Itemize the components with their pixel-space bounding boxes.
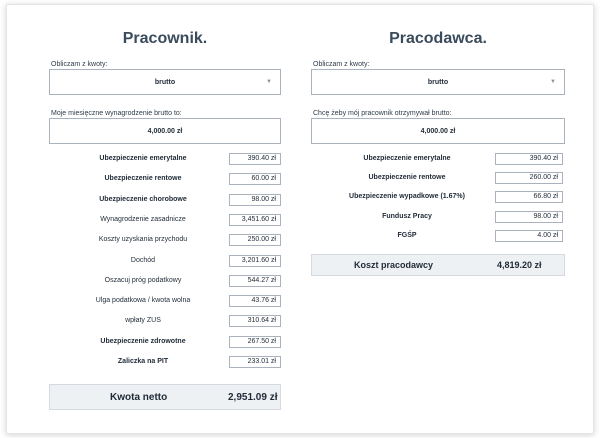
breakdown-row-label: Ubezpieczenie emerytalne <box>99 155 187 162</box>
employee-calc-select[interactable] <box>49 69 281 95</box>
calculator-card <box>6 4 594 434</box>
breakdown-row-label: Ubezpieczenie chorobowe <box>99 195 187 203</box>
breakdown-row <box>311 230 565 242</box>
breakdown-row-value[interactable]: 98.00 zł <box>229 194 281 206</box>
breakdown-row-value[interactable]: 233.01 zł <box>229 356 281 368</box>
breakdown-row-value[interactable]: 544.27 zł <box>229 275 281 287</box>
net-amount-bar <box>49 384 281 410</box>
chevron-down-icon: ▼ <box>550 79 556 85</box>
breakdown-row <box>49 336 281 348</box>
breakdown-row-value[interactable]: 390.40 zł <box>495 153 563 165</box>
breakdown-row-label: Zaliczka na PIT <box>117 358 169 365</box>
breakdown-row-value[interactable]: 43.76 zł <box>229 295 281 307</box>
breakdown-row <box>49 173 281 185</box>
breakdown-row <box>49 234 281 246</box>
breakdown-row-value[interactable]: 267.50 zł <box>229 336 281 348</box>
breakdown-row-value[interactable]: 390.40 zł <box>229 153 281 165</box>
employee-amount-label: Moje miesięczne wynagrodzenie brutto to: <box>51 110 182 117</box>
breakdown-row-value[interactable]: 60.00 zł <box>229 173 281 185</box>
breakdown-row <box>49 255 281 267</box>
employer-title: Pracodawca. <box>389 30 487 47</box>
breakdown-row <box>49 194 281 206</box>
employer-amount-label: Chcę żeby mój pracownik otrzymywał brutto: <box>313 110 452 117</box>
employer-cost-bar <box>311 254 565 276</box>
breakdown-row <box>49 295 281 307</box>
net-amount-label: Kwota netto <box>110 391 168 403</box>
breakdown-row-label: FGŚP <box>397 231 417 239</box>
employee-amount-input[interactable]: 4,000.00 zł <box>49 118 281 144</box>
breakdown-row-label: Ubezpieczenie rentowe <box>368 174 446 182</box>
employer-cost-value: 4,819.20 zł <box>497 260 542 270</box>
breakdown-row-label: Koszty uzyskania przychodu <box>98 236 188 244</box>
breakdown-row-value[interactable]: 4.00 zł <box>495 230 563 242</box>
breakdown-row-label: Dochód <box>130 256 156 264</box>
breakdown-row-label: wpłaty ZUS <box>125 317 161 325</box>
breakdown-row <box>311 153 565 165</box>
breakdown-row-label: Ubezpieczenie rentowe <box>104 175 182 183</box>
breakdown-row-label: Wynagrodzenie zasadnicze <box>100 215 186 223</box>
breakdown-row <box>49 214 281 226</box>
chevron-down-icon: ▼ <box>266 79 272 85</box>
breakdown-row-value[interactable]: 66.80 zł <box>495 191 563 203</box>
breakdown-row-label: Fundusz Pracy <box>382 212 432 220</box>
breakdown-row-label: Ulga podatkowa / kwota wolna <box>95 297 191 305</box>
employee-calc-value: brutto <box>154 78 176 86</box>
employer-calc-select[interactable] <box>311 69 565 95</box>
net-amount-value: 2,951.09 zł <box>228 391 278 403</box>
breakdown-row <box>49 315 281 327</box>
breakdown-row-value[interactable]: 260.00 zł <box>495 172 563 184</box>
employer-calc-value: brutto <box>427 78 449 86</box>
employee-calc-label: Obliczam z kwoty: <box>51 61 108 68</box>
breakdown-row <box>49 153 281 165</box>
breakdown-row-label: Oszacuj próg podatkowy <box>104 276 182 284</box>
breakdown-row <box>311 191 565 203</box>
breakdown-row-value[interactable]: 3,201.60 zł <box>229 255 281 267</box>
breakdown-row <box>311 211 565 223</box>
breakdown-row <box>49 356 281 368</box>
breakdown-row-value[interactable]: 250.00 zł <box>229 234 281 246</box>
employee-title: Pracownik. <box>122 30 208 47</box>
breakdown-row-value[interactable]: 98.00 zł <box>495 211 563 223</box>
employer-cost-label: Koszt pracodawcy <box>354 260 434 270</box>
employer-amount-input[interactable]: 4,000.00 zł <box>311 118 565 144</box>
employer-calc-label: Obliczam z kwoty: <box>313 61 370 68</box>
breakdown-row <box>49 275 281 287</box>
breakdown-row-label: Ubezpieczenie emerytalne <box>363 155 451 162</box>
breakdown-row-label: Ubezpieczenie zdrowotne <box>100 337 186 345</box>
breakdown-row-label: Ubezpieczenie wypadkowe (1.67%) <box>349 193 465 201</box>
breakdown-row-value[interactable]: 3,451.60 zł <box>229 214 281 226</box>
breakdown-row <box>311 172 565 184</box>
breakdown-row-value[interactable]: 310.64 zł <box>229 315 281 327</box>
